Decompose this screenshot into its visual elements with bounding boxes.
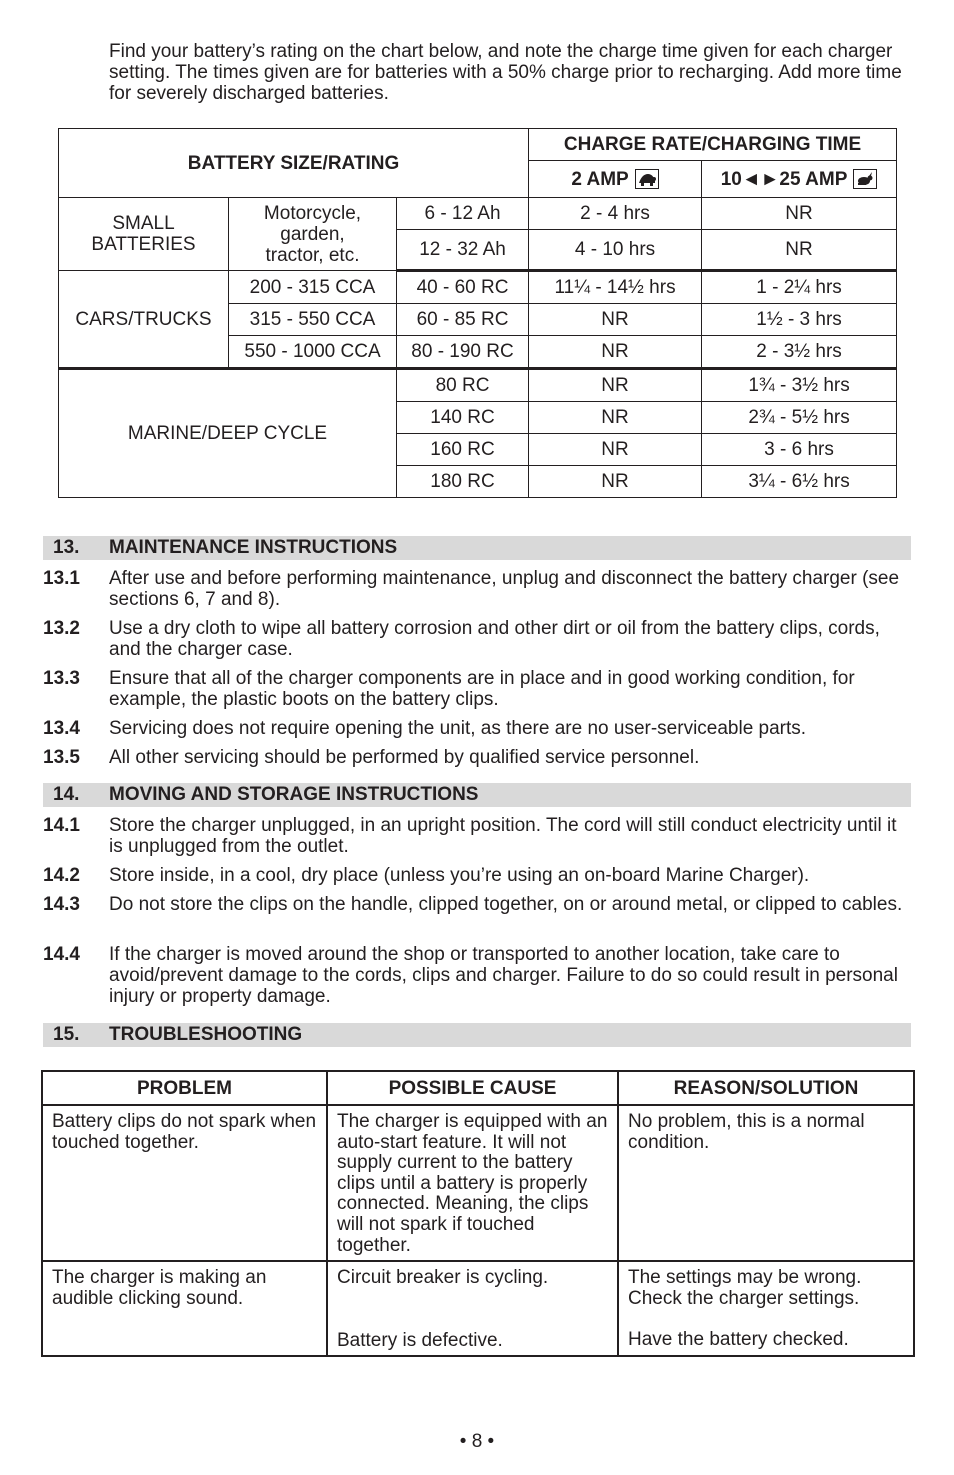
marine-deep-cycle-label: MARINE/DEEP CYCLE (59, 369, 397, 498)
table-cell: NR (529, 466, 702, 498)
table-cell: 80 RC (397, 369, 529, 402)
table-cell: 2 - 3½ hrs (702, 336, 897, 369)
page-number: • 8 • (459, 1431, 495, 1452)
header-2amp: 2 AMP (529, 161, 702, 198)
section-heading-maintenance: 13. MAINTENANCE INSTRUCTIONS (43, 536, 911, 560)
table-cell: 315 - 550 CCA (229, 304, 397, 336)
cause-cell: Circuit breaker is cycling. Battery is defective. (337, 1267, 549, 1351)
table-cell: 4 - 10 hrs (529, 230, 702, 271)
table-cell: NR (529, 434, 702, 466)
table-cell: 160 RC (397, 434, 529, 466)
table-cell: NR (529, 304, 702, 336)
column-header-solution: REASON/SOLUTION (618, 1071, 914, 1105)
section-heading-troubleshooting: 15. TROUBLESHOOTING (43, 1023, 911, 1047)
table-cell: 3¼ - 6½ hrs (702, 466, 897, 498)
table-cell: 1½ - 3 hrs (702, 304, 897, 336)
table-cell: 1¾ - 3½ hrs (702, 369, 897, 402)
table-cell: NR (529, 369, 702, 402)
small-batteries-label: SMALL BATTERIES (59, 198, 229, 271)
table-cell: 6 - 12 Ah (397, 198, 529, 230)
table-cell: 80 - 190 RC (397, 336, 529, 369)
table-cell: 40 - 60 RC (397, 271, 529, 304)
header-charge-rate: CHARGE RATE/CHARGING TIME (529, 129, 897, 161)
table-cell: 60 - 85 RC (397, 304, 529, 336)
cars-trucks-label: CARS/TRUCKS (59, 271, 229, 369)
table-cell: 1 - 2¼ hrs (702, 271, 897, 304)
solution-cell: The settings may be wrong. Check the charger settings. Have the battery checked. (628, 1267, 862, 1351)
table-row (42, 1105, 914, 1261)
table-cell: NR (529, 336, 702, 369)
table-cell: NR (702, 198, 897, 230)
table-cell: 2¾ - 5½ hrs (702, 402, 897, 434)
table-cell: 11¼ - 14½ hrs (529, 271, 702, 304)
table-cell: 140 RC (397, 402, 529, 434)
intro-paragraph: Find your battery’s rating on the chart below, and note the charge time given for each charger setting. The times given are for batteries with a 50% charge prior to recharging. Add more time for severely discharged batteries. (109, 41, 902, 104)
problem-cell: The charger is making an audible clicking sound. (52, 1267, 267, 1309)
column-header-cause: POSSIBLE CAUSE (327, 1071, 618, 1105)
troubleshooting-table (41, 1070, 915, 1357)
turtle-icon (635, 169, 659, 189)
battery-rating-table (58, 128, 897, 498)
table-cell: NR (529, 402, 702, 434)
rabbit-icon (853, 169, 877, 189)
table-cell: 2 - 4 hrs (529, 198, 702, 230)
header-25amp: 10◄►25 AMP (702, 161, 897, 198)
table-cell: 180 RC (397, 466, 529, 498)
table-cell: 3 - 6 hrs (702, 434, 897, 466)
solution-cell: No problem, this is a normal condition. (628, 1111, 865, 1153)
column-header-problem: PROBLEM (42, 1071, 327, 1105)
table-row (42, 1261, 914, 1356)
table-cell: NR (702, 230, 897, 271)
header-battery-size: BATTERY SIZE/RATING (59, 129, 529, 198)
table-cell: 12 - 32 Ah (397, 230, 529, 271)
cause-cell: The charger is equipped with an auto-start feature. It will not supply current to the battery clips until a battery is properly connected. Meaning, the clips will not spark if touched together. (337, 1111, 608, 1256)
table-cell: 200 - 315 CCA (229, 271, 397, 304)
small-batteries-type: Motorcycle, garden, tractor, etc. (229, 198, 397, 271)
table-cell: 550 - 1000 CCA (229, 336, 397, 369)
section-heading-moving-storage: 14. MOVING AND STORAGE INSTRUCTIONS (43, 783, 911, 807)
problem-cell: Battery clips do not spark when touched together. (52, 1111, 317, 1153)
